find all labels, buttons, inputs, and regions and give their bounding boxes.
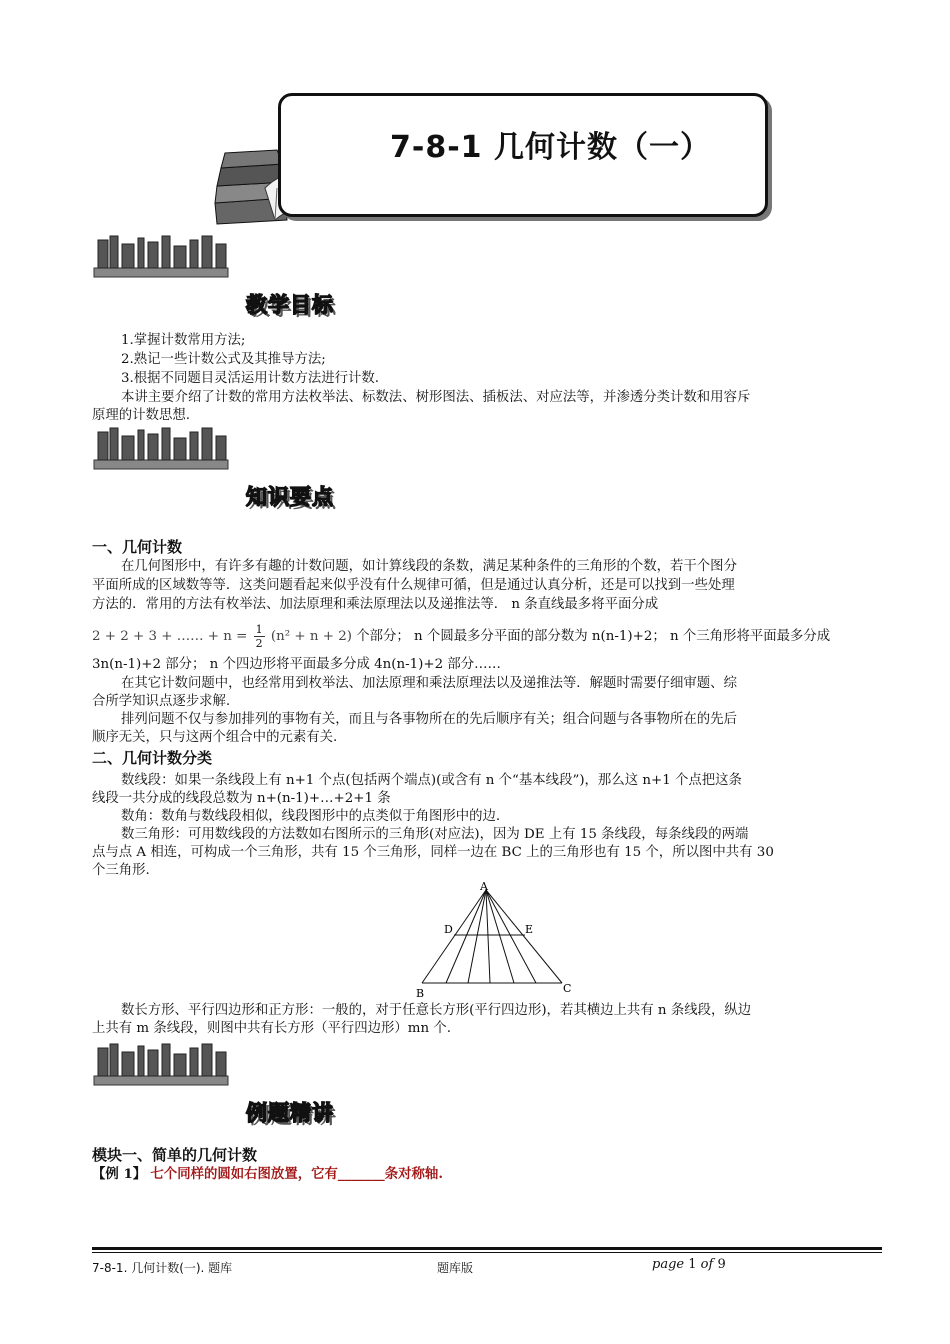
example-text: 七个同样的圆如右图放置，它有_______条对称轴. xyxy=(150,1166,443,1182)
paragraph-line: 方法的．常用的方法有枚举法、加法原理和乘法原理法以及递推法等． n 条直线最多将平面分成 xyxy=(92,597,659,612)
footer-page xyxy=(652,1257,726,1272)
label-c: C xyxy=(563,982,572,995)
page-title: 7-8-1 几何计数（一） xyxy=(390,130,711,165)
footer-rule xyxy=(92,1247,882,1250)
formula-denominator: 2 xyxy=(255,637,263,650)
page-word: page xyxy=(652,1257,685,1272)
paragraph-line: 数角：数角与数线段相似，线段图形中的点类似于角图形中的边. xyxy=(121,809,501,824)
paragraph-line: 合所学知识点逐步求解. xyxy=(92,694,231,709)
paragraph-line: 数长方形、平行四边形和正方形：一般的，对于任意长方形(平行四边形)，若其横边上共有 n 条线段，纵边 xyxy=(121,1003,752,1018)
triangle-diagram xyxy=(410,880,590,1000)
paragraph-line: 在其它计数问题中，也经常用到枚举法、加法原理和乘法原理法以及递推法等．解题时需要仔细审题、综 xyxy=(121,676,737,691)
goal-line: 1.掌握计数常用方法; xyxy=(121,333,246,348)
paragraph-line: 数三角形：可用数线段的方法数如右图所示的三角形(对应法)，因为 DE 上有 15 条线段，每条线段的两端 xyxy=(121,827,749,842)
paragraph-line: 在几何图形中，有许多有趣的计数问题，如计算线段的条数，满足某种条件的三角形的个数，若干个图分 xyxy=(121,559,737,574)
label-e: E xyxy=(525,923,534,936)
formula-fraction xyxy=(254,623,265,650)
section-heading-goals: 教学目标 xyxy=(246,293,334,317)
module1-heading: 模块一、简单的几何计数 xyxy=(92,1146,258,1164)
example-1 xyxy=(92,1165,443,1184)
goal-line: 原理的计数思想. xyxy=(92,408,190,423)
formula-numerator: 1 xyxy=(255,623,263,636)
paragraph-line: 个三角形. xyxy=(92,863,150,878)
goal-line: 本讲主要介绍了计数的常用方法枚举法、标数法、树形图法、插板法、对应法等，并渗透分类计数和用容斥 xyxy=(121,390,751,405)
bookshelf-icon xyxy=(92,424,232,472)
bookshelf-icon xyxy=(92,232,232,280)
goal-line: 2.熟记一些计数公式及其推导方法; xyxy=(121,352,326,367)
bookshelf-icon xyxy=(92,1040,232,1088)
formula-tail: 个部分； n 个圆最多分平面的部分数为 n(n-1)+2； n 个三角形将平面最多分成 xyxy=(356,629,831,644)
part1-heading: 一、几何计数 xyxy=(92,538,183,556)
page-number: 1 xyxy=(688,1257,697,1272)
paragraph-line: 顺序无关，只与这两个组合中的元素有关. xyxy=(92,730,338,745)
paragraph-line: 线段一共分成的线段总数为 n+(n-1)+…+2+1 条 xyxy=(92,791,391,806)
part2-heading: 二、几何计数分类 xyxy=(92,749,213,767)
label-a: A xyxy=(480,880,488,893)
paragraph-line: 点与点 A 相连，可构成一个三角形，共有 15 个三角形，同样一边在 BC 上的三角形也有 15 个，所以图中共有 30 xyxy=(92,845,774,860)
example-tag: 【例 1】 xyxy=(92,1166,147,1182)
label-d: D xyxy=(444,923,453,936)
paragraph-line: 数线段：如果一条线段上有 n+1 个点(包括两个端点)(或含有 n 个“基本线段”)，那么这 n+1 个点把这条 xyxy=(121,773,742,788)
page-total: 9 xyxy=(717,1257,726,1272)
of-word: of xyxy=(700,1257,714,1272)
paragraph-line: 平面所成的区域数等等．这类问题看起来似乎没有什么规律可循，但是通过认真分析，还是可以找到一些处理 xyxy=(92,578,735,593)
paragraph-line: 3n(n-1)+2 部分； n 个四边形将平面最多分成 4n(n-1)+2 部分…… xyxy=(92,657,501,672)
formula-line xyxy=(92,623,830,650)
footer-left: 7-8-1. 几何计数(一). 题库 xyxy=(92,1261,233,1275)
section-heading-knowledge: 知识要点 xyxy=(246,485,334,509)
label-b: B xyxy=(416,987,425,1000)
paragraph-line: 上共有 m 条线段，则图中共有长方形（平行四边形）mn 个. xyxy=(92,1021,452,1036)
formula-right: (n² + n + 2) xyxy=(270,629,352,644)
section-heading-examples: 例题精讲 xyxy=(246,1101,334,1125)
paragraph-line: 排列问题不仅与参加排列的事物有关，而且与各事物所在的先后顺序有关；组合问题与各事物所在的先后 xyxy=(121,712,737,727)
goal-line: 3.根据不同题目灵活运用计数方法进行计数. xyxy=(121,371,380,386)
footer-center: 题库版 xyxy=(437,1261,474,1275)
formula-left: 2 + 2 + 3 + …… + n = xyxy=(92,629,248,644)
footer-rule-thin xyxy=(92,1252,882,1253)
